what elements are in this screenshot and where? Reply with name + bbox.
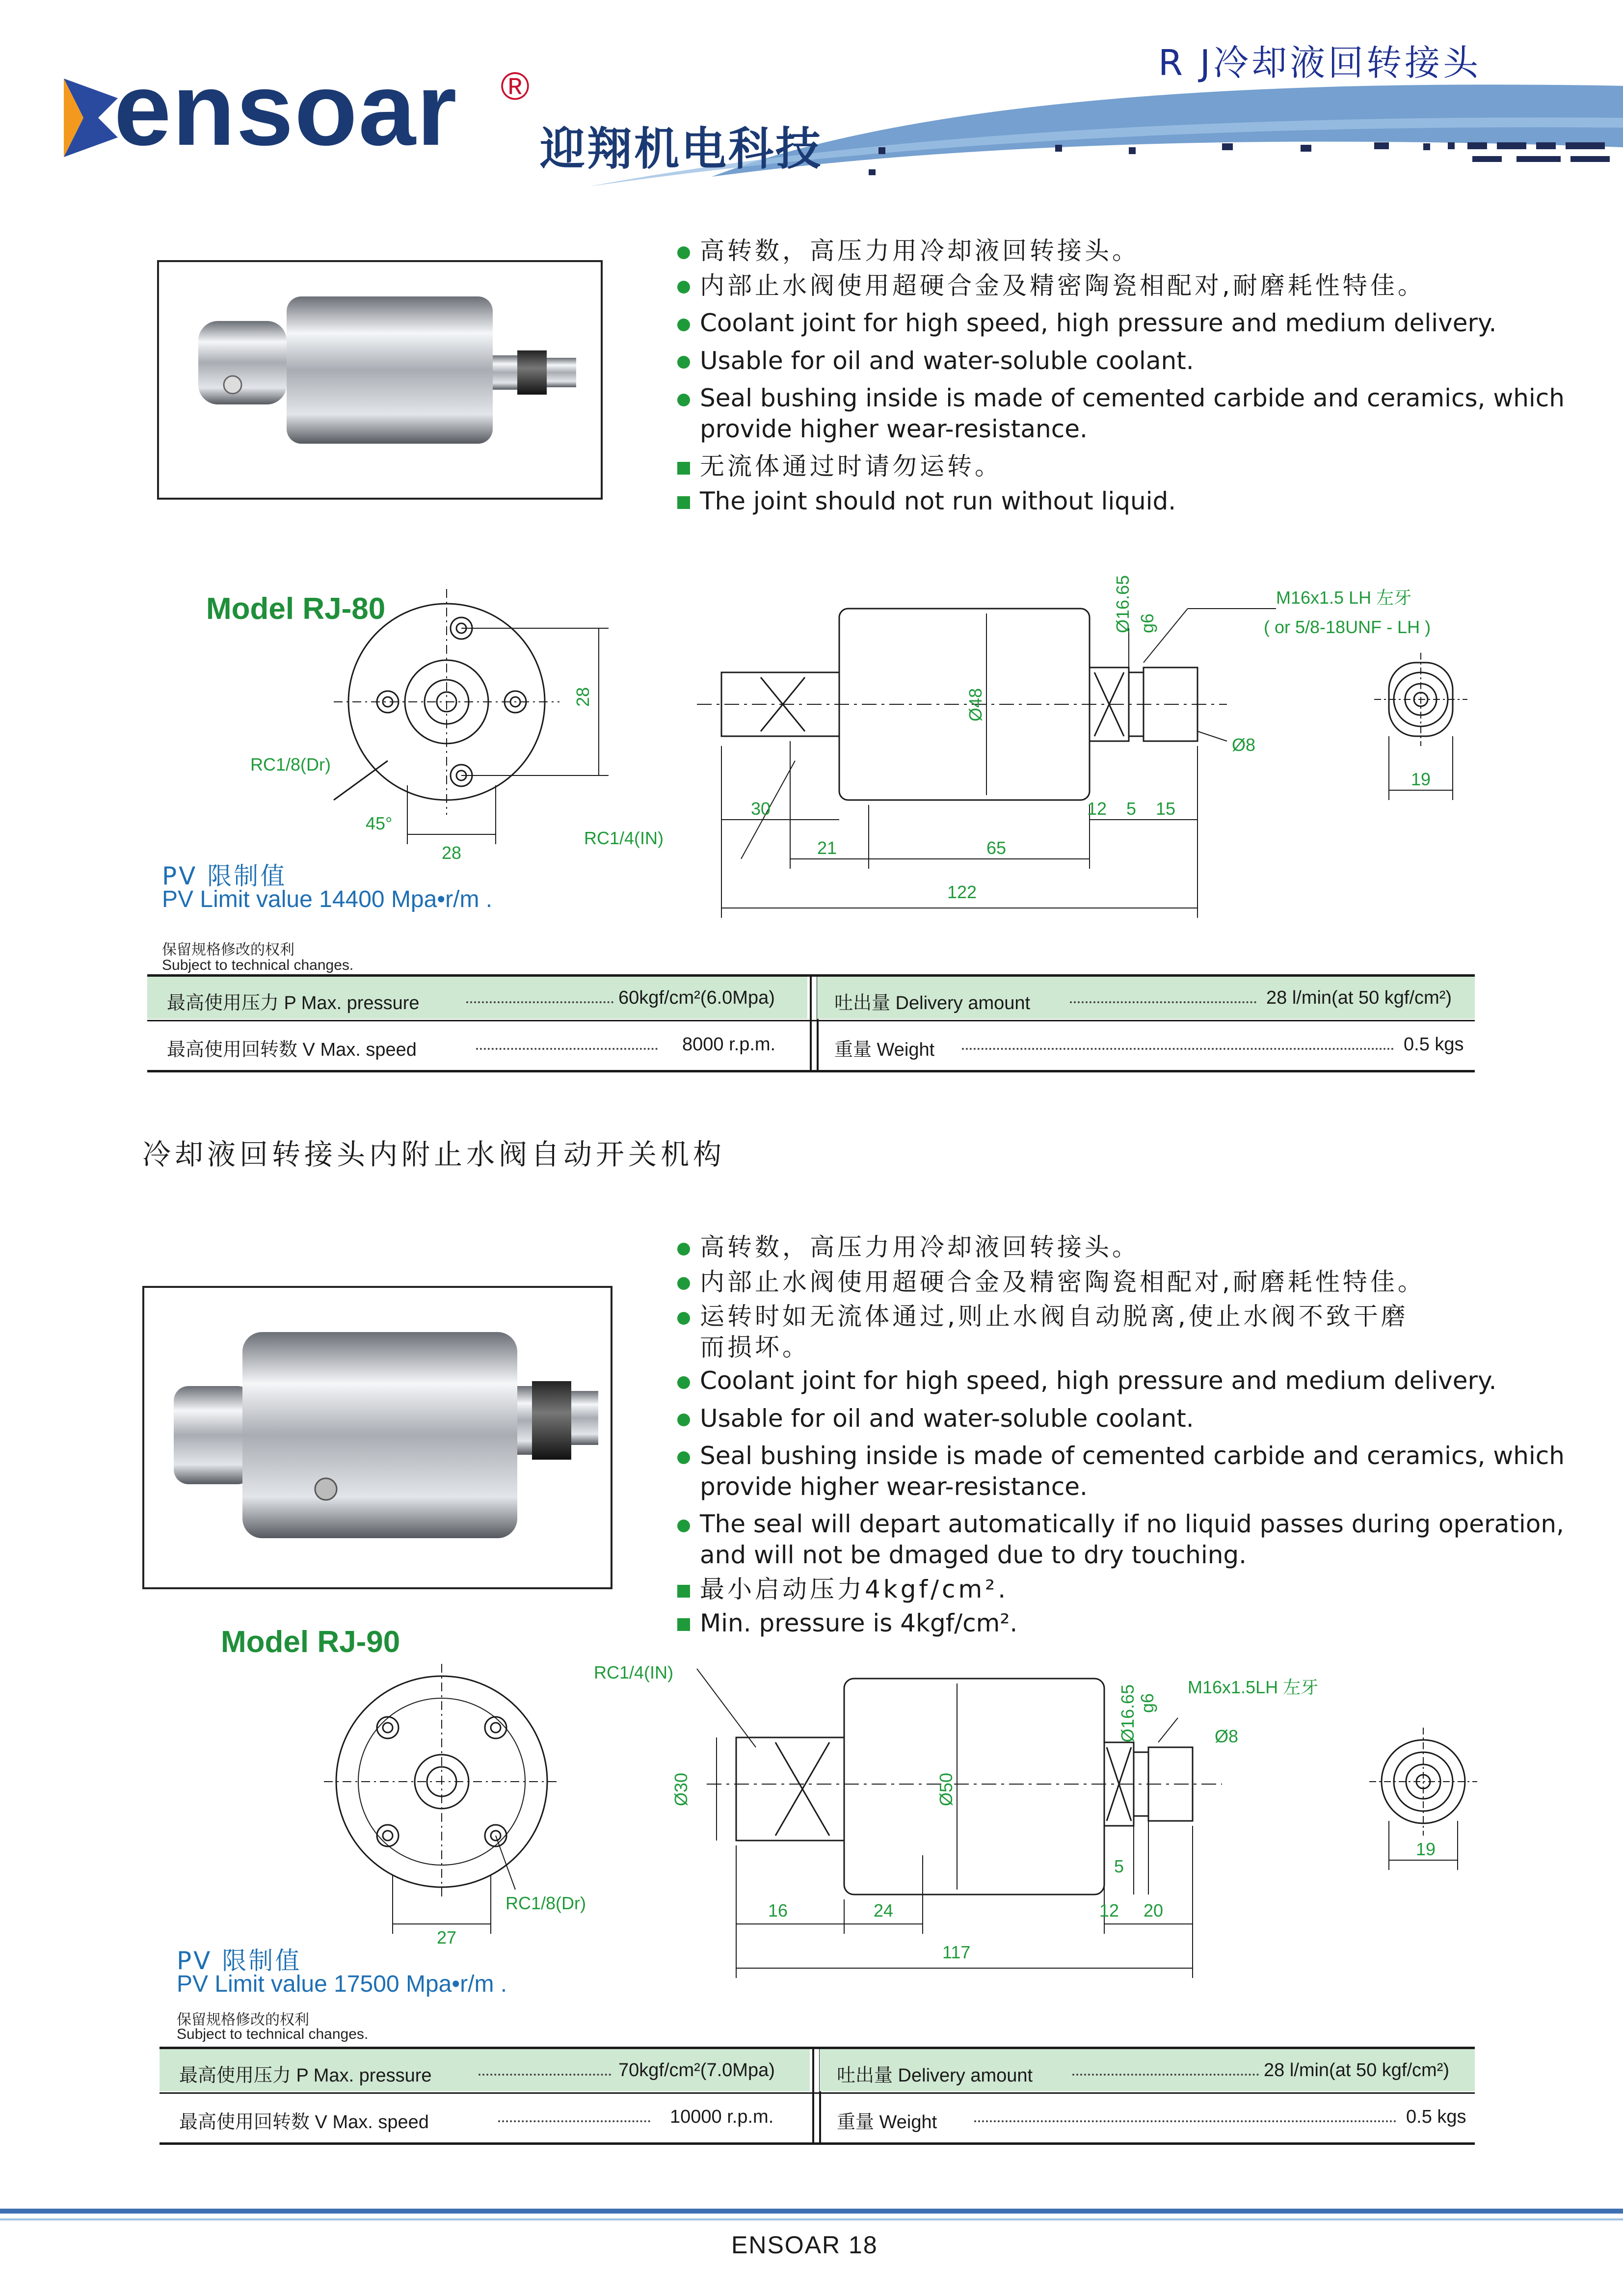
footer-rule-thin bbox=[0, 2218, 1623, 2220]
bullet-dot-icon bbox=[677, 394, 690, 406]
dim-label: Ø30 bbox=[671, 1772, 691, 1806]
dim-label: 15 bbox=[1156, 799, 1176, 819]
dim-label: 122 bbox=[947, 882, 977, 902]
thread-label: M16x1.5LH 左牙 bbox=[1188, 1677, 1319, 1697]
rj90-drawing bbox=[157, 1659, 1482, 2002]
bullet-dot-icon bbox=[677, 1277, 690, 1290]
dim-label: 28 bbox=[442, 843, 462, 863]
bullet-item: Min. pressure is 4kgf/cm². bbox=[677, 1608, 1600, 1639]
rj80-spec-table bbox=[147, 974, 1475, 1072]
dim-label: 21 bbox=[817, 838, 837, 858]
bullet-item: Coolant joint for high speed, high pressure and medium delivery. bbox=[677, 308, 1600, 339]
dim-label: 19 bbox=[1411, 769, 1431, 789]
delivery-label: 吐出量 Delivery amount bbox=[834, 993, 1031, 1014]
speed-value: 10000 r.p.m. bbox=[670, 2107, 774, 2127]
bullet-dot-icon bbox=[677, 1520, 690, 1532]
bullet-item: 内部止水阀使用超硬合金及精密陶瓷相配对,耐磨耗性特佳。 bbox=[677, 1267, 1600, 1298]
rj90-spec-table bbox=[160, 2047, 1475, 2145]
page-title: R J冷却液回转接头 bbox=[1158, 42, 1482, 83]
pressure-value: 70kgf/cm²(7.0Mpa) bbox=[618, 2060, 775, 2081]
dim-label: Ø50 bbox=[936, 1772, 956, 1806]
bullet-item: 运转时如无流体通过,则止水阀自动脱离,使止水阀不致干磨 bbox=[677, 1301, 1600, 1332]
bullet-dot-icon bbox=[677, 1376, 690, 1389]
brand-wordmark: ensoar bbox=[114, 52, 458, 167]
bullet-item: 内部止水阀使用超硬合金及精密陶瓷相配对,耐磨耗性特佳。 bbox=[677, 270, 1600, 301]
bullet-dot-icon bbox=[677, 281, 690, 294]
delivery-label: 吐出量 Delivery amount bbox=[837, 2065, 1033, 2086]
rj80-pv-en: PV Limit value 14400 Mpa•r/m . bbox=[162, 886, 493, 912]
rj80-front-view bbox=[334, 589, 609, 844]
speed-label: 最高使用回转数 V Max. speed bbox=[179, 2112, 429, 2133]
thread-alt-label: ( or 5/8-18UNF - LH ) bbox=[1264, 617, 1431, 637]
dim-label: Ø16.65 bbox=[1117, 1684, 1138, 1742]
rj90-pv-cn: PV 限制值 bbox=[177, 1947, 302, 1975]
dim-label: 65 bbox=[986, 838, 1007, 858]
pressure-label: 最高使用压力 P Max. pressure bbox=[179, 2065, 432, 2086]
weight-value: 0.5 kgs bbox=[1404, 1034, 1464, 1055]
callout-label: RC1/8(Dr) bbox=[250, 754, 331, 774]
dim-label: 12 bbox=[1099, 1900, 1119, 1921]
bullet-item: The seal will depart automatically if no liquid passes during operation, bbox=[677, 1509, 1600, 1540]
bullet-item: Usable for oil and water-soluble coolant. bbox=[677, 1403, 1600, 1434]
bullet-dot-icon bbox=[677, 319, 690, 331]
table-row bbox=[160, 2096, 1475, 2138]
bullet-item-continued: provide higher wear-resistance. bbox=[700, 1472, 1088, 1501]
bullet-square-icon bbox=[677, 462, 690, 475]
bullet-dot-icon bbox=[677, 1451, 690, 1464]
dim-label: 12 bbox=[1087, 799, 1107, 819]
bullet-item: 高转数，高压力用冷却液回转接头。 bbox=[677, 1232, 1600, 1263]
weight-label: 重量 Weight bbox=[837, 2112, 937, 2133]
bullet-item: Seal bushing inside is made of cemented carbide and ceramics, which bbox=[677, 383, 1600, 414]
rj90-side-view bbox=[697, 1669, 1222, 1978]
bullet-item: Seal bushing inside is made of cemented carbide and ceramics, which bbox=[677, 1441, 1600, 1471]
bullet-square-icon bbox=[677, 1585, 690, 1598]
rj80-model-label: Model RJ-80 bbox=[206, 592, 386, 626]
bullet-dot-icon bbox=[677, 1414, 690, 1426]
weight-label: 重量 Weight bbox=[834, 1040, 935, 1060]
thread-label: M16x1.5 LH 左牙 bbox=[1276, 587, 1412, 608]
weight-value: 0.5 kgs bbox=[1406, 2107, 1466, 2127]
delivery-value: 28 l/min(at 50 kgf/cm²) bbox=[1266, 988, 1452, 1008]
rj90-note-cn: 保留规格修改的权利 bbox=[177, 2011, 309, 2029]
dim-label: 30 bbox=[751, 799, 771, 819]
bullet-dot-icon bbox=[677, 1243, 690, 1255]
bullet-item-continued: 而损坏。 bbox=[700, 1333, 810, 1362]
logo-mark-icon bbox=[54, 74, 123, 162]
dim-label: Ø8 bbox=[1232, 735, 1256, 755]
rj80-product-image bbox=[159, 262, 601, 498]
rj90-model-label: Model RJ-90 bbox=[221, 1625, 400, 1659]
bullet-item: 高转数，高压力用冷却液回转接头。 bbox=[677, 236, 1600, 267]
pressure-value: 60kgf/cm²(6.0Mpa) bbox=[618, 988, 775, 1008]
section-title: 冷却液回转接头内附止水阀自动开关机构 bbox=[142, 1138, 726, 1171]
callout-label: RC1/8(Dr) bbox=[506, 1893, 586, 1913]
header bbox=[0, 0, 1623, 206]
footer-rule bbox=[0, 2209, 1623, 2214]
delivery-value: 28 l/min(at 50 kgf/cm²) bbox=[1264, 2060, 1449, 2081]
rj80-note-en: Subject to technical changes. bbox=[162, 957, 354, 973]
callout-label: RC1/4(IN) bbox=[584, 828, 664, 848]
table-row bbox=[147, 977, 1475, 1019]
pressure-label: 最高使用压力 P Max. pressure bbox=[167, 993, 420, 1014]
dim-label: 117 bbox=[942, 1942, 971, 1962]
rj90-bullets bbox=[677, 1232, 1600, 1638]
rj90-note-en: Subject to technical changes. bbox=[177, 2026, 369, 2042]
speed-value: 8000 r.p.m. bbox=[682, 1034, 776, 1055]
dim-label: Ø8 bbox=[1215, 1726, 1239, 1746]
dim-label: Ø48 bbox=[965, 688, 985, 721]
dim-label: 5 bbox=[1114, 1856, 1124, 1876]
dim-label: 28 bbox=[573, 687, 593, 707]
rj80-note-cn: 保留规格修改的权利 bbox=[162, 941, 294, 959]
table-row bbox=[147, 1023, 1475, 1066]
dim-label: Ø16.65 bbox=[1113, 575, 1133, 633]
speed-label: 最高使用回转数 V Max. speed bbox=[167, 1040, 417, 1060]
brand-chinese-name: 迎翔机电科技 bbox=[540, 123, 823, 175]
rj90-pv-en: PV Limit value 17500 Mpa•r/m . bbox=[177, 1971, 507, 1997]
dim-label: 16 bbox=[768, 1900, 788, 1921]
rj80-bullets bbox=[677, 236, 1600, 516]
bullet-dot-icon bbox=[677, 356, 690, 369]
bullet-item-continued: and will not be dmaged due to dry touching. bbox=[700, 1540, 1247, 1569]
dim-label: 20 bbox=[1144, 1900, 1164, 1921]
bullet-item: 最小启动压力4kgf/cm². bbox=[677, 1574, 1600, 1605]
dim-label: g6 bbox=[1137, 1693, 1157, 1713]
rj90-photo bbox=[142, 1286, 612, 1589]
bullet-item: 无流体通过时请勿运转。 bbox=[677, 451, 1600, 482]
dim-label: 27 bbox=[437, 1927, 457, 1948]
bullet-item: Usable for oil and water-soluble coolant. bbox=[677, 346, 1600, 376]
bullet-item-continued: provide higher wear-resistance. bbox=[700, 414, 1088, 443]
dim-label: 19 bbox=[1416, 1839, 1436, 1859]
rj80-pv-cn: PV 限制值 bbox=[162, 862, 287, 890]
bullet-dot-icon bbox=[677, 246, 690, 259]
dim-label: 5 bbox=[1126, 799, 1137, 819]
bullet-item: The joint should not run without liquid. bbox=[677, 486, 1600, 517]
rj80-photo bbox=[157, 260, 603, 500]
bullet-square-icon bbox=[677, 496, 690, 509]
dim-label: g6 bbox=[1137, 613, 1157, 633]
footer-page-label: ENSOAR 18 bbox=[731, 2231, 878, 2259]
dim-label: 45° bbox=[366, 813, 393, 833]
rj90-product-image bbox=[144, 1288, 611, 1587]
dim-label: 24 bbox=[874, 1900, 894, 1921]
rj80-side-view bbox=[697, 609, 1276, 918]
bullet-square-icon bbox=[677, 1618, 690, 1631]
table-row bbox=[160, 2049, 1475, 2091]
bullet-dot-icon bbox=[677, 1312, 690, 1325]
rj80-drawing bbox=[157, 564, 1482, 923]
callout-label: RC1/4(IN) bbox=[594, 1662, 674, 1682]
bullet-item: Coolant joint for high speed, high pressure and medium delivery. bbox=[677, 1365, 1600, 1396]
registered-mark: ® bbox=[501, 64, 530, 108]
